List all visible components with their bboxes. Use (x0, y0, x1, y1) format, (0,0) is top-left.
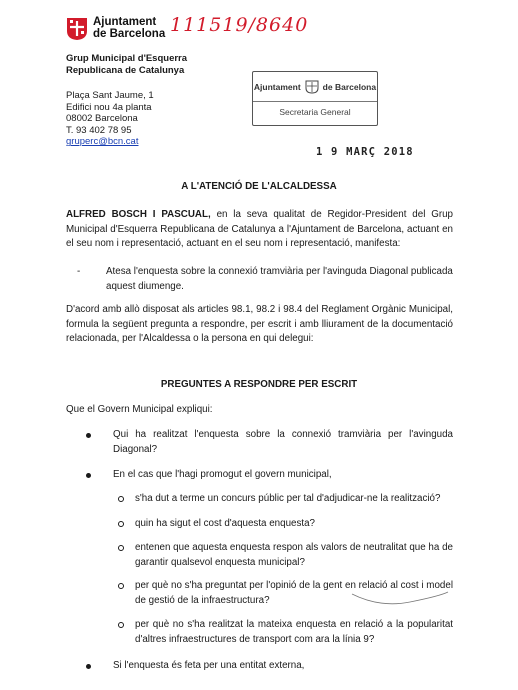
sub-item (118, 618, 453, 647)
bullet-text: En el cas que l'hagi promogut el govern municipal, (113, 469, 332, 480)
bullet-dot-icon (86, 473, 91, 478)
dash-item-text: Atesa l'enquesta sobre la connexió tramviària per l'avinguda Diagonal publicada aquest diumenge. (106, 266, 453, 292)
stamp-header (253, 72, 377, 102)
org-line2: de Barcelona (93, 28, 166, 40)
intro-paragraph (66, 208, 453, 252)
stamp-org-left: Ajuntament (253, 81, 301, 92)
hollow-bullet-icon (118, 545, 124, 551)
sub-item (118, 492, 453, 507)
sub-item-text: s'ha dut a terme un concurs públic per tal d'adjudicar-ne la realització? (135, 493, 441, 504)
group-line1: Grup Municipal d'Esquerra (66, 53, 188, 64)
address-line3: 08002 Barcelona (66, 113, 138, 125)
legal-paragraph: D'acord amb allò disposat als articles 98.1, 98.2 i 98.4 del Reglament Orgànic Municipal, formula la següent pregunta a respondre, per escrit i amb lliurament de la documentació relacionada, per l'Alcaldessa o la persona en qui delegui: (66, 304, 453, 345)
dash-list-item (77, 265, 453, 294)
email-link[interactable]: gruperc@bcn.cat (66, 136, 139, 148)
group-line2: Republicana de Catalunya (66, 65, 185, 76)
dash-marker: - (77, 266, 81, 277)
section-intro: Que el Govern Municipal expliqui: (66, 404, 213, 415)
address-line1: Plaça Sant Jaume, 1 (66, 90, 154, 101)
bullet-item (86, 428, 453, 457)
sub-item-text: entenen que aquesta enquesta respon als valors de neutralitat que ha de garantir qualsevol enquesta municipal? (135, 542, 453, 568)
bullet-item (86, 659, 453, 674)
letter-title: A L'ATENCIÓ DE L'ALCALDESSA (181, 181, 337, 192)
registry-stamp (252, 71, 378, 126)
intro-text: en la seva qualitat de Regidor-President del Grup Municipal d'Esquerra Republicana de Catalunya a l'Ajuntament de Barcelona, actuant en el seu nom i representació, actuant en el seu nom i representació, manifesta: (66, 209, 453, 250)
pen-underline-mark (350, 590, 450, 610)
org-line1: Ajuntament (93, 16, 157, 28)
ajuntament-emblem-icon (66, 17, 88, 41)
bullet-dot-icon (86, 433, 91, 438)
hollow-bullet-icon (118, 521, 124, 527)
intro-name: ALFRED BOSCH I PASCUAL, (66, 209, 211, 220)
bullet-dot-icon (86, 664, 91, 669)
sub-item-text: per què no s'ha preguntat per l'opinió de la gent en relació al cost i model de gestió de la infraestructura? (135, 580, 453, 606)
sub-item (118, 517, 453, 532)
phone-number: T. 93 402 78 95 (66, 124, 132, 136)
stamp-org-right: de Barcelona (322, 81, 377, 92)
hollow-bullet-icon (118, 496, 124, 502)
section-title: PREGUNTES A RESPONDRE PER ESCRIT (160, 379, 358, 390)
bullet-text: Si l'enquesta és feta per una entitat externa, (113, 660, 305, 671)
sender-address (66, 90, 154, 148)
sender-group (66, 53, 187, 77)
sub-item (118, 541, 453, 570)
hollow-bullet-icon (118, 583, 124, 589)
sub-item-text: quin ha sigut el cost d'aquesta enquesta? (135, 518, 315, 529)
org-logo-text (93, 16, 165, 40)
sub-item-text: per què no s'ha realitzat la mateixa enquesta en relació a la popularitat d'altres infraestructures de transport com ara la línia 9? (135, 619, 453, 645)
bullet-text: Qui ha realitzat l'enquesta sobre la connexió tramviària per l'avinguda Diagonal? (113, 429, 453, 455)
handwritten-reference: 111519/8640 (170, 14, 309, 36)
hollow-bullet-icon (118, 622, 124, 628)
stamp-department: Secretaria General (279, 107, 351, 117)
date-stamp: 1 9 MARÇ 2018 (316, 146, 414, 158)
address-line2: Edifici nou 4a planta (66, 101, 152, 113)
bullet-item (86, 468, 453, 483)
coat-of-arms-icon (305, 80, 319, 94)
